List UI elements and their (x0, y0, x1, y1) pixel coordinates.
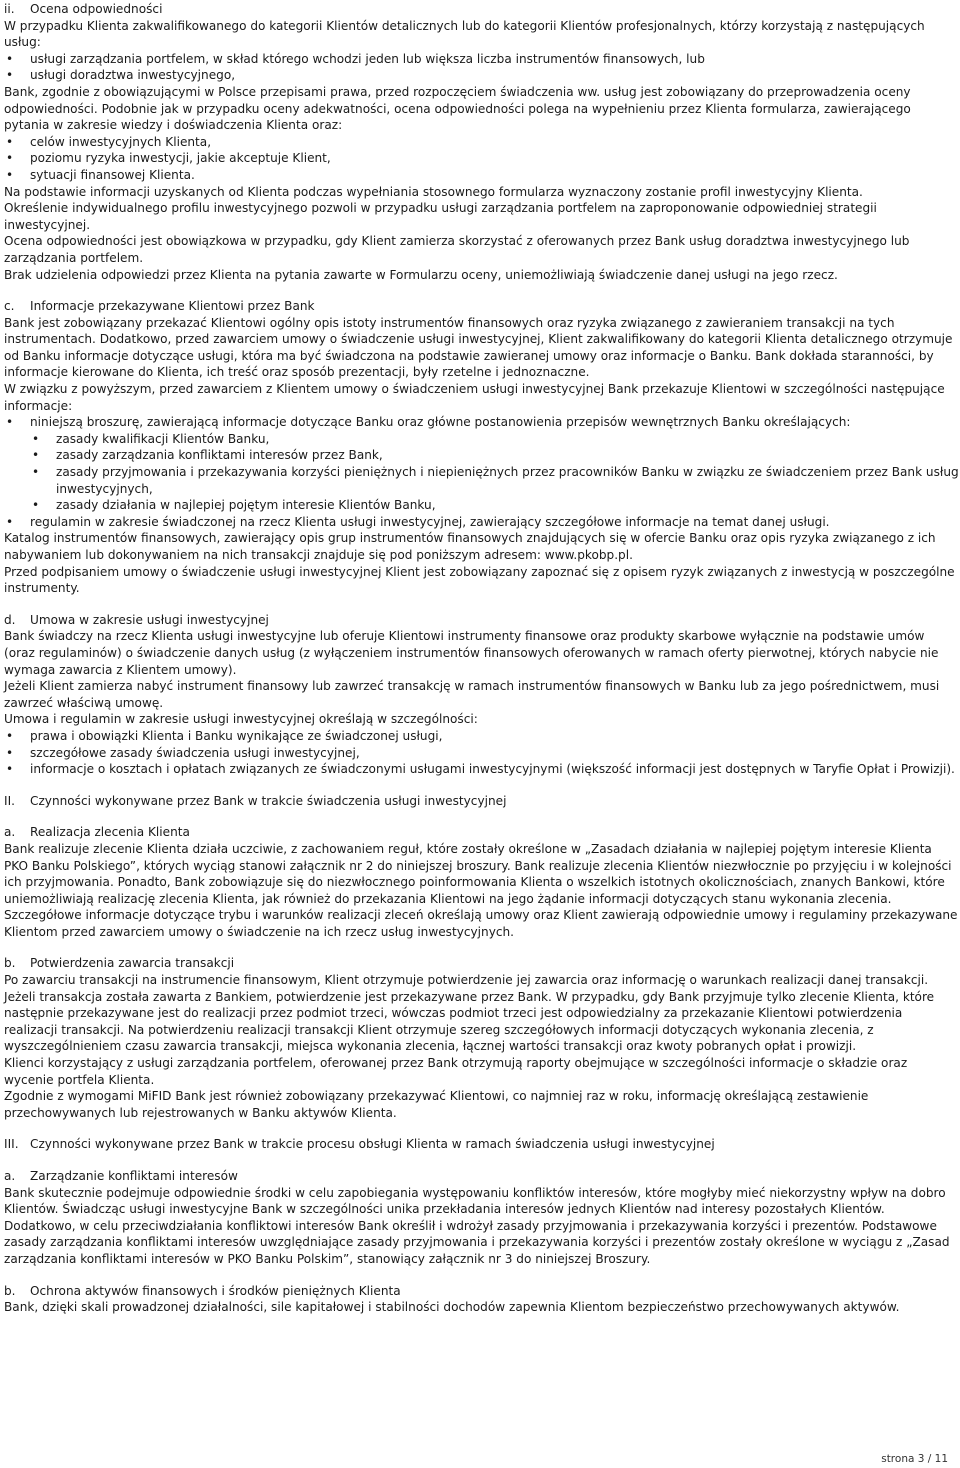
spacer (4, 1121, 959, 1136)
list-item: • zasady kwalifikacji Klientów Banku, (4, 431, 959, 448)
section-number: b. (4, 956, 16, 971)
paragraph: Bank, dzięki skali prowadzonej działalności, sile kapitałowej i stabilności dochodów zapewnia Klientom bezpieczeństwo przechowywanych aktywów. (4, 1300, 900, 1315)
paragraph: Określenie indywidualnego profilu inwestycyjnego pozwoli w przypadku usługi zarządzania portfelem na zaproponowanie odpowiedniej strategii inwestycyjnej. (4, 201, 877, 232)
list-item: • regulamin w zakresie świadczonej na rzecz Klienta usługi inwestycyjnej, zawierający szczegółowe informacje na temat danej usługi. (4, 514, 959, 531)
paragraph: Po zawarciu transakcji na instrumencie finansowym, Klient otrzymuje potwierdzenie jej zawarcia oraz informację o warunkach realizacji danej transakcji. Jeżeli transakcja została zawarta z Bankiem, potwierdzenie jest przekazywane przez Bank. W przypadku, gdy Bank przyjmuje tylko zlecenie Klienta, które następnie przekazywane jest do realizacji przez podmiot trzeci, wówczas podmiot trzeci jest odpowiedzialny za przekazanie Klientowi potwierdzenia realizacji transakcji. Na potwierdzeniu realizacji transakcji Klient otrzymuje szereg szczegółowych informacji dotyczących wykonania zlecenia, z wyszczególnieniem czasu zawarcia transakcji, miejsca wykonania zlecenia, łącznej wartości transakcji oraz kwoty pobranych opłat i prowizji. (4, 973, 935, 1054)
bullet-list (4, 728, 959, 778)
section-heading-informacje (4, 298, 959, 315)
spacer (4, 809, 959, 824)
section-heading-potwierdzenia (4, 955, 959, 972)
list-item: • informacje o kosztach i opłatach związanych ze świadczonymi usługami inwestycyjnymi (większość informacji jest dostępnych w Taryfie Opłat i Prowizji). (4, 761, 959, 778)
section-title: Umowa w zakresie usługi inwestycyjnej (30, 612, 269, 627)
paragraph: Brak udzielenia odpowiedzi przez Klienta na pytania zawarte w Formularzu oceny, uniemożliwiają świadczenie danej usługi na jego rzecz. (4, 267, 838, 282)
document-body (4, 1, 959, 1316)
paragraph: Zgodnie z wymogami MiFID Bank jest również zobowiązany przekazywać Klientowi, co najmniej raz w roku, informację określającą zestawienie przechowywanych lub rejestrowanych w Banku aktywów Klienta. (4, 1089, 869, 1120)
chapter-heading-II (4, 793, 959, 810)
spacer (4, 597, 959, 612)
section-number: ii. (4, 2, 15, 16)
paragraph: Jeżeli Klient zamierza nabyć instrument finansowy lub zawrzeć transakcję w ramach instrumentów finansowych w Banku lub za jego pośrednictwem, musi zawrzeć właściwą umowę. (4, 679, 940, 710)
paragraph: Przed podpisaniem umowy o świadczenie usługi inwestycyjnej Klient jest zobowiązany zapoznać się z opisem ryzyk związanych z inwestycją w poszczególne instrumenty. (4, 564, 955, 596)
paragraph: Bank, zgodnie z obowiązującymi w Polsce przepisami prawa, przed rozpoczęciem świadczenia ww. usług jest zobowiązany do przeprowadzenia oceny odpowiedności. Podobnie jak w przypadku oceny adekwatności, ocena odpowiedności polega na wypełnieniu przez Klienta formularza, zawierającego pytania w zakresie wiedzy i doświadczenia Klienta oraz: (4, 84, 911, 133)
spacer (4, 1153, 959, 1168)
paragraph: Bank realizuje zlecenie Klienta działa uczciwie, z zachowaniem reguł, które zostały określone w „Zasadach działania w najlepiej pojętym interesie Klienta PKO Banku Polskiego”, których wyciąg stanowi załącznik nr 2 do niniejszej broszury. Bank realizuje zlecenia Klientów niezwłocznie po przyjęciu i w kolejności ich przyjmowania. Ponadto, Bank zobowiązuje się do niezwłocznego poinformowania Klienta o wszelkich istotnych okolicznościach, znanych Bankowi, które uniemożliwiają realizację zlecenia Klienta, jak również do przekazania Klientowi na jego żądanie informacji dotyczących stanu wykonania zlecenia. Szczegółowe informacje dotyczące trybu i warunków realizacji zleceń określają umowy oraz Klient zawierają odpowiednie umowy i regulaminy przekazywane Klientom przed zawarciem umowy o świadczenie na ich rzecz usług inwestycyjnych. (4, 841, 958, 939)
chapter-heading-III (4, 1136, 959, 1153)
section-heading-ocena-odpowiednosci (4, 1, 959, 18)
list-item: • zasady zarządzania konfliktami interesów przez Bank, (4, 447, 959, 464)
section-number: a. (4, 1169, 16, 1183)
section-title: Zarządzanie konfliktami interesów (30, 1169, 238, 1183)
paragraph: W przypadku Klienta zakwalifikowanego do kategorii Klientów detalicznych lub do kategorii Klientów profesjonalnych, którzy korzystają z następujących usług: (4, 18, 925, 50)
section-number: III. (4, 1137, 19, 1152)
spacer (4, 1268, 959, 1283)
list-item: • celów inwestycyjnych Klienta, (4, 134, 959, 151)
spacer (4, 778, 959, 793)
section-title: Realizacja zlecenia Klienta (30, 825, 190, 840)
spacer (4, 940, 959, 955)
paragraph: Bank świadczy na rzecz Klienta usługi inwestycyjne lub oferuje Klientowi instrumenty finansowe oraz produkty skarbowe wyłącznie na podstawie umów (oraz regulaminów) o świadczenie danych usług (z wyłączeniem instrumentów finansowych oferowanych w ramach oferty pierwotnej, których nabycie nie wymaga zawarcia z Klientem umowy). (4, 629, 939, 677)
list-item: • zasady przyjmowania i przekazywania korzyści pieniężnych i niepieniężnych przez pracowników Banku w związku ze świadczeniem przez Bank usług inwestycyjnych, (4, 464, 959, 497)
section-heading-realizacja (4, 824, 959, 841)
page-number: strona 3 / 11 (881, 1453, 948, 1465)
paragraph: Ocena odpowiedności jest obowiązkowa w przypadku, gdy Klient zamierza skorzystać z oferowanych przez Bank usług doradztwa inwestycyjnego lub zarządzania portfelem. (4, 234, 910, 265)
section-heading-umowa (4, 612, 959, 629)
list-item: • usługi doradztwa inwestycyjnego, (4, 67, 959, 84)
paragraph: Katalog instrumentów finansowych, zawierający opis grup instrumentów finansowych znajdujących się w ofercie Banku oraz opis ryzyka związanego z ich nabywaniem lub dokonywaniem na nich transakcji znajduje się pod poniższym adresem: www.pkobp.pl. (4, 531, 936, 562)
list-item: • zasady działania w najlepiej pojętym interesie Klientów Banku, (4, 497, 959, 514)
list-item: • sytuacji finansowej Klienta. (4, 167, 959, 184)
paragraph: Klienci korzystający z usługi zarządzania portfelem, oferowanej przez Bank otrzymują raporty obejmujące w szczególności informacje o składzie oraz wycenie portfela Klienta. (4, 1056, 908, 1087)
paragraph: Bank jest zobowiązany przekazać Klientowi ogólny opis istoty instrumentów finansowych oraz ryzyka związanego z zawieraniem transakcji na tych instrumentach. Dodatkowo, przed zawarciem umowy o świadczenie usługi inwestycyjnej, Klient zakwalifikowany do kategorii Klienta detalicznego otrzymuje od Banku informacje dotyczące usługi, która ma być świadczona na podstawie zawieranej umowy oraz informacje o Banku. Bank dokłada staranności, by informacje kierowane do Klienta, ich treść oraz sposób prezentacji, były rzetelne i jednoznaczne. (4, 315, 953, 380)
section-number: II. (4, 793, 15, 808)
section-title: Potwierdzenia zawarcia transakcji (30, 956, 235, 971)
section-number: b. (4, 1283, 16, 1298)
spacer (4, 283, 959, 298)
list-item: • poziomu ryzyka inwestycji, jakie akceptuje Klient, (4, 150, 959, 167)
bullet-list (4, 51, 959, 84)
bullet-list (4, 414, 959, 431)
sub-bullet-list (4, 431, 959, 514)
section-number: c. (4, 299, 15, 314)
section-title: Ochrona aktywów finansowych i środków pieniężnych Klienta (30, 1283, 401, 1298)
paragraph: Bank skutecznie podejmuje odpowiednie środki w celu zapobiegania występowaniu konfliktów interesów, które mogłyby mieć niekorzystny wpływ na dobro Klientów. Świadcząc usługi inwestycyjne Bank w szczególności unika przekładania interesów jednych Klientów nad interesy pozostałych Klientów. Dodatkowo, w celu przeciwdziałania konfliktowi interesów Bank określił i wdrożył zasady przyjmowania i przekazywania korzyści i prezentów. Podstawowe zasady zarządzania konfliktami interesów uwzględniające zasady przyjmowania i przekazywania korzyści i prezentów zostały określone w wyciągu z „Zasad zarządzania konfliktami interesów w PKO Banku Polskim”, stanowiący załącznik nr 3 do niniejszej Broszury. (4, 1185, 950, 1266)
list-item: • niniejszą broszurę, zawierającą informacje dotyczące Banku oraz główne postanowienia przepisów wewnętrznych Banku określających: (4, 414, 959, 431)
section-heading-konflikty (4, 1168, 959, 1185)
bullet-list (4, 134, 959, 184)
section-number: d. (4, 612, 16, 627)
paragraph: W związku z powyższym, przed zawarciem z Klientem umowy o świadczeniem usługi inwestycyjnej Bank przekazuje Klientowi w szczególności następujące informacje: (4, 382, 945, 413)
section-title: Ocena odpowiedności (30, 2, 163, 16)
section-title: Czynności wykonywane przez Bank w trakcie procesu obsługi Klienta w ramach świadczenia usługi inwestycyjnej (30, 1137, 715, 1152)
paragraph: Umowa i regulamin w zakresie usługi inwestycyjnej określają w szczególności: (4, 712, 478, 727)
list-item: • prawa i obowiązki Klienta i Banku wynikające ze świadczonej usługi, (4, 728, 959, 745)
section-heading-ochrona-aktywow (4, 1283, 959, 1300)
bullet-list (4, 514, 959, 531)
list-item: • usługi zarządzania portfelem, w skład którego wchodzi jeden lub większa liczba instrumentów finansowych, lub (4, 51, 959, 68)
section-title: Informacje przekazywane Klientowi przez Bank (30, 299, 315, 314)
paragraph: Na podstawie informacji uzyskanych od Klienta podczas wypełniania stosownego formularza wyznaczony zostanie profil inwestycyjny Klienta. (4, 184, 863, 199)
list-item: • szczegółowe zasady świadczenia usługi inwestycyjnej, (4, 745, 959, 762)
section-title: Czynności wykonywane przez Bank w trakcie świadczenia usługi inwestycyjnej (30, 793, 507, 808)
section-number: a. (4, 825, 16, 840)
